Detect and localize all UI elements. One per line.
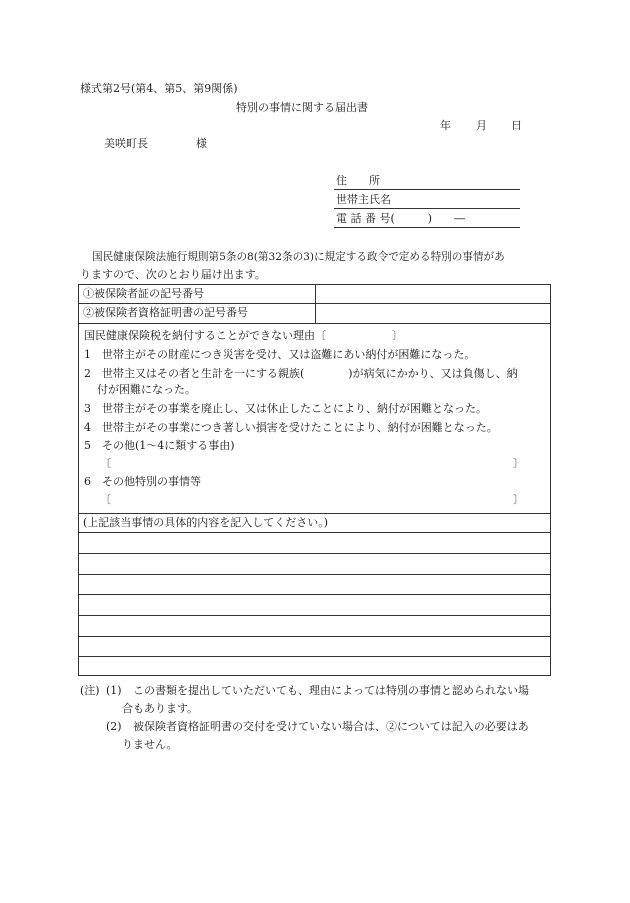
date-day: 日 <box>511 119 522 132</box>
detail-line[interactable] <box>79 636 550 637</box>
reason-5-detail-field[interactable] <box>115 457 507 471</box>
phone-underline[interactable] <box>334 227 520 228</box>
insurance-card-number-label: ①被保険者証の記号番号 <box>83 287 204 300</box>
form-title: 特別の事情に関する届出書 <box>236 101 368 114</box>
detail-line[interactable] <box>79 594 550 595</box>
row-divider <box>79 323 550 324</box>
honorific: 様 <box>196 137 207 150</box>
reason-2: 2 世帯主又はその者と生計を一にする親族( )が病気にかかり、又は負傷し、納 <box>84 367 518 380</box>
address-label: 住 所 <box>336 174 380 187</box>
notes-prefix: (注) <box>80 684 100 697</box>
date-year: 年 <box>440 119 451 132</box>
reason-6-bracket-close: 〕 <box>513 493 524 506</box>
detail-line[interactable] <box>79 553 550 554</box>
detail-line[interactable] <box>79 656 550 657</box>
insurance-card-number-field[interactable] <box>319 287 545 302</box>
reason-3: 3 世帯主がその事業を廃止し、又は休止したことにより、納付が困難となった。 <box>84 402 487 415</box>
intro-line-2: りますので、次のとおり届け出ます。 <box>80 268 266 281</box>
reason-1: 1 世帯主がその財産につき災害を受け、又は盗難にあい納付が困難になった。 <box>84 348 476 361</box>
form-table <box>78 284 551 676</box>
id-column-divider <box>315 285 316 323</box>
eligibility-certificate-number-field[interactable] <box>319 306 545 321</box>
address-underline[interactable] <box>334 189 520 190</box>
reason-6: 6 その他特別の事情等 <box>84 475 201 488</box>
note-1-line-2: 合もあります。 <box>122 702 199 715</box>
reason-header: 国民健康保険税を納付することができない理由〔 〕 <box>84 329 403 342</box>
note-1-line-1: この書類を提出していただいても、理由によっては特別の事情と認められない場 <box>133 684 529 697</box>
section-divider <box>79 513 550 514</box>
reason-4: 4 世帯主がその事業につき著しい損害を受けたことにより、納付が困難となった。 <box>84 421 498 434</box>
reason-5-bracket-close: 〕 <box>513 457 524 470</box>
detail-line[interactable] <box>79 574 550 575</box>
note-2-line-2: りません。 <box>122 738 178 751</box>
householder-name-underline[interactable] <box>334 208 520 209</box>
form-number: 様式第2号(第4、第5、第9関係) <box>80 82 238 95</box>
reason-5-bracket-open: 〔 <box>100 457 111 470</box>
reason-2-continued: 付が困難になった。 <box>97 383 196 396</box>
phone-label: 電 話 番 号( ) ― <box>336 212 466 225</box>
details-header: (上記該当事情の具体的内容を記入してください。) <box>83 516 329 529</box>
householder-name-label: 世帯主氏名 <box>336 193 391 206</box>
addressee: 美咲町長 <box>104 137 148 150</box>
detail-line[interactable] <box>79 532 550 533</box>
reason-6-bracket-open: 〔 <box>100 493 111 506</box>
detail-line[interactable] <box>79 615 550 616</box>
note-2-line-1: 被保険者資格証明書の交付を受けていない場合は、②については記入の必要はあ <box>133 720 529 733</box>
reason-6-detail-field[interactable] <box>115 493 507 507</box>
note-2-marker: (2) <box>106 720 122 733</box>
reason-5: 5 その他(1〜4に類する事由) <box>84 439 235 452</box>
date-month: 月 <box>476 119 487 132</box>
row-divider <box>79 303 550 304</box>
note-1-marker: (1) <box>106 684 122 697</box>
eligibility-certificate-number-label: ②被保険者資格証明書の記号番号 <box>83 306 248 319</box>
intro-line-1: 国民健康保険法施行規則第5条の8(第32条の3)に規定する政令で定める特別の事情があ <box>92 251 505 263</box>
